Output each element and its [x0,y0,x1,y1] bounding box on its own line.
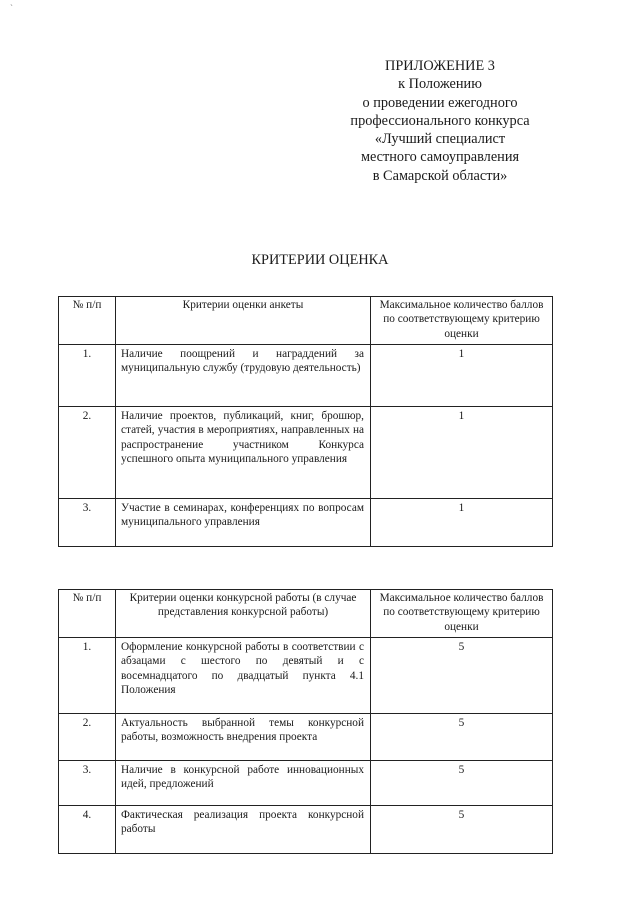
table-header-row [59,297,553,345]
header-line: о проведении ежегодного [362,94,518,111]
row-points: 5 [371,714,553,761]
row-num: 2. [59,714,116,761]
row-points: 1 [371,407,553,499]
header-num: № п/п [59,590,116,638]
header-line: местного самоуправления [360,149,520,166]
row-criteria: Наличие проектов, публикаций, книг, брошюр, статей, участия в мероприятиях, направленных на распространение участником Конкурса успешного опыта муниципального управления [116,407,371,499]
row-points: 5 [371,806,553,854]
header-criteria: Критерии оценки анкеты [116,297,371,345]
row-criteria: Наличие в конкурсной работе инновационных идей, предложений [116,761,371,806]
table-row [59,638,553,714]
header-criteria: Критерии оценки конкурсной работы (в случае представления конкурсной работы) [116,590,371,638]
row-num: 3. [59,499,116,547]
row-criteria: Фактическая реализация проекта конкурсной работы [116,806,371,854]
corner-mark: ` [10,3,13,13]
table-row [59,407,553,499]
header-line: «Лучший специалист [374,131,506,148]
competition-work-criteria-table [58,589,553,854]
row-num: 1. [59,638,116,714]
row-points: 5 [371,638,553,714]
header-num: № п/п [59,297,116,345]
appendix-header [330,57,550,185]
row-criteria: Участие в семинарах, конференциях по вопросам муниципального управления [116,499,371,547]
row-criteria: Оформление конкурсной работы в соответствии с абзацами с шестого по девятый и с восемнадцатого по двадцатый пункта 4.1 Положения [116,638,371,714]
table-row [59,714,553,761]
row-criteria: Наличие поощрений и награддений за муниципальную службу (трудовую деятельность) [116,345,371,407]
table-row [59,345,553,407]
row-num: 2. [59,407,116,499]
questionnaire-criteria-table [58,296,553,547]
header-line: к Положению [398,76,482,93]
page-title: КРИТЕРИИ ОЦЕНКА [251,252,389,268]
row-points: 1 [371,345,553,407]
row-num: 4. [59,806,116,854]
table-header-row [59,590,553,638]
table-row [59,761,553,806]
row-points: 5 [371,761,553,806]
header-points: Максимальное количество баллов по соответствующему критерию оценки [371,590,553,638]
table-row [59,806,553,854]
header-line: ПРИЛОЖЕНИЕ 3 [385,58,495,74]
row-num: 1. [59,345,116,407]
row-num: 3. [59,761,116,806]
header-line: профессионального конкурса [350,112,530,129]
table-row [59,499,553,547]
row-points: 1 [371,499,553,547]
header-points: Максимальное количество баллов по соответствующему критерию оценки [371,297,553,345]
row-criteria: Актуальность выбранной темы конкурсной работы, возможность внедрения проекта [116,714,371,761]
header-line: в Самарской области» [372,167,508,184]
